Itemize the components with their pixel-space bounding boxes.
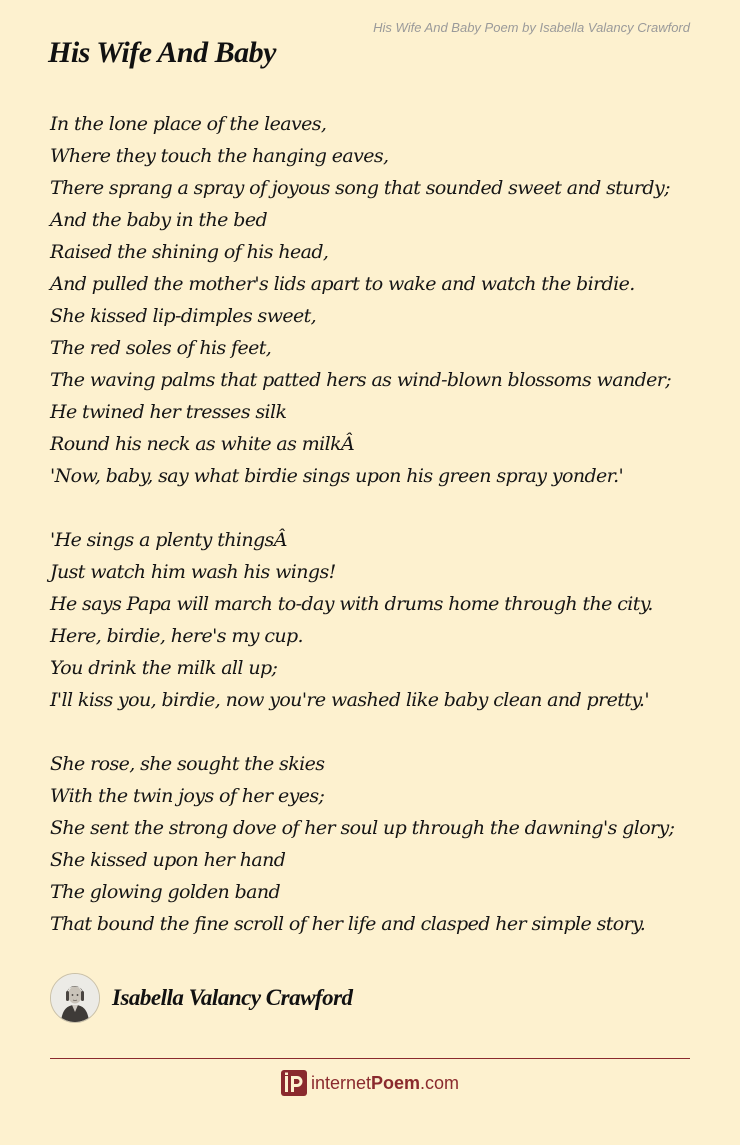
poem-line: You drink the milk all up; (50, 657, 278, 679)
stanza-2 (50, 524, 710, 716)
site-logo-text (311, 1073, 459, 1094)
poem-title: His Wife And Baby (48, 36, 276, 69)
logo-prefix: internet (310, 1072, 371, 1093)
poem-line: Where they touch the hanging eaves, (50, 145, 389, 167)
internetpoem-logo-icon (281, 1070, 307, 1096)
author-block[interactable] (50, 972, 353, 1024)
author-portrait-icon (51, 974, 99, 1022)
author-name[interactable]: Isabella Valancy Crawford (112, 985, 353, 1010)
poem-line: He twined her tresses silk (50, 401, 287, 423)
poem-line: She kissed lip-dimples sweet, (50, 305, 317, 327)
poem-line: The red soles of his feet, (50, 337, 272, 359)
poem-line: And pulled the mother's lids apart to wake and watch the birdie. (50, 273, 635, 295)
poem-line: Here, birdie, here's my cup. (50, 625, 303, 647)
author-avatar[interactable] (50, 973, 100, 1023)
poem-line: In the lone place of the leaves, (50, 113, 327, 135)
site-logo-link[interactable] (0, 1070, 740, 1096)
poem-body (50, 108, 710, 972)
poem-line: Raised the shining of his head, (50, 241, 329, 263)
logo-bold: Poem (371, 1072, 421, 1093)
poem-line: Just watch him wash his wings! (50, 561, 336, 583)
poem-line: Round his neck as white as milkÂ (50, 433, 355, 455)
poem-line: He says Papa will march to-day with drums home through the city. (50, 593, 653, 615)
poem-line: With the twin joys of her eyes; (50, 785, 325, 807)
poem-line: She sent the strong dove of her soul up through the dawning's glory; (50, 817, 675, 839)
poem-line: There sprang a spray of joyous song that sounded sweet and sturdy; (50, 177, 670, 199)
poem-line: 'Now, baby, say what birdie sings upon his green spray yonder.' (50, 465, 624, 487)
poem-line: The glowing golden band (50, 881, 281, 903)
poem-line: I'll kiss you, birdie, now you're washed like baby clean and pretty.' (50, 689, 649, 711)
stanza-3 (50, 748, 710, 940)
footer-divider (50, 1058, 690, 1059)
poem-line: And the baby in the bed (50, 209, 268, 231)
poem-line: She kissed upon her hand (50, 849, 286, 871)
logo-suffix: .com (420, 1072, 460, 1093)
poem-line: That bound the fine scroll of her life and clasped her simple story. (50, 913, 646, 935)
stanza-1 (50, 108, 710, 492)
poem-line: She rose, she sought the skies (50, 753, 325, 775)
poem-line: The waving palms that patted hers as wind-blown blossoms wander; (50, 369, 672, 391)
poem-line: 'He sings a plenty thingsÂ (50, 529, 287, 551)
header-caption: His Wife And Baby Poem by Isabella Valancy Crawford (373, 20, 690, 35)
